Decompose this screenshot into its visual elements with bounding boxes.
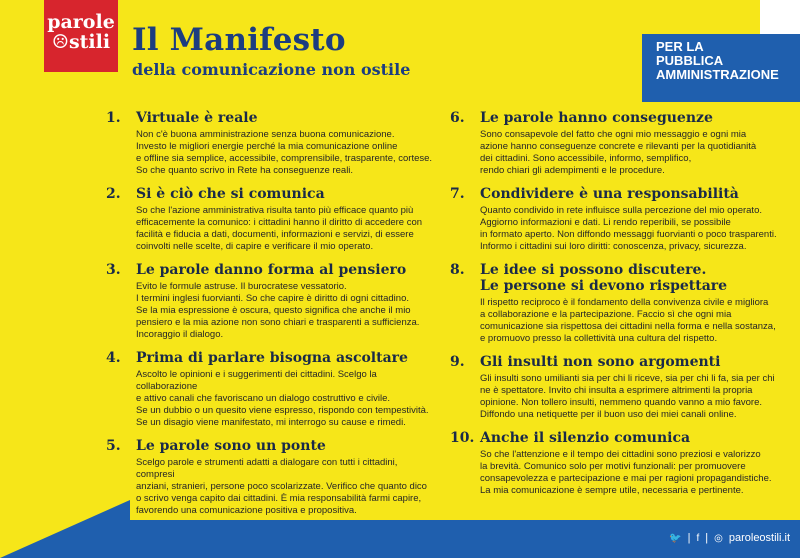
principle-title xyxy=(106,186,436,202)
site-link[interactable]: paroleostili.it xyxy=(728,532,790,544)
principle-title xyxy=(106,350,436,366)
principle-7 xyxy=(450,186,780,253)
principle-number: 9. xyxy=(450,354,465,370)
principle-6 xyxy=(450,110,780,177)
principle-body: Evito le formule astruse. Il burocratese vessatorio. I termini inglesi fuorvianti. So che capire è diritto di ogni cittadino. Se la mia espressione è oscura, questo significa che anche il mio pensiero e la mia azione non sono chiari e trasparenti a sufficienza. Incoraggio il dialogo. xyxy=(136,281,420,340)
principle-title xyxy=(450,262,780,294)
principle-number: 5. xyxy=(106,438,121,454)
principle-number: 2. xyxy=(106,186,121,202)
principle-number: 8. xyxy=(450,262,465,278)
principle-8 xyxy=(450,262,780,345)
principle-1 xyxy=(106,110,436,177)
principle-heading: Le idee si possono discutere. Le persone si devono rispettare xyxy=(480,262,728,294)
page-subtitle: della comunicazione non ostile xyxy=(132,60,411,79)
principles-left-column xyxy=(106,110,436,517)
pa-badge xyxy=(642,34,800,102)
logo-line-2: ☹stili xyxy=(51,31,111,53)
principle-body: Ascolto le opinioni e i suggerimenti dei cittadini. Scelgo la collaborazione e attivo canali che favoriscano un dialogo costruttivo e civile. Se un dubbio o un quesito viene espresso, rispondo con tempestività. Se un disagio viene manifestato, mi interrogo su cause e rimedi. xyxy=(136,369,429,428)
principle-title xyxy=(106,110,436,126)
principle-number: 10. xyxy=(450,430,475,446)
principle-body: Scelgo parole e strumenti adatti a dialogare con tutti i cittadini, compresi anziani, stranieri, persone poco scolarizzate. Verifico che quanto dico o scrivo venga capito dai cittadini. È mia responsabilità farmi capire, favorendo una comunicazione positiva e propositiva. xyxy=(136,457,427,516)
principle-9 xyxy=(450,354,780,421)
principle-heading: Le parole hanno conseguenze xyxy=(480,110,713,126)
footer-bar xyxy=(130,520,800,558)
principle-2 xyxy=(106,186,436,253)
footer-triangle xyxy=(0,500,130,558)
principle-body: Non c'è buona amministrazione senza buona comunicazione. Investo le migliori energie perché la mia comunicazione online e offline sia semplice, accessibile, comprensibile, trasparente, cortese. So che quanto scrivo in Rete ha conseguenze reali. xyxy=(136,129,433,176)
principle-4 xyxy=(106,350,436,429)
principle-body: Gli insulti sono umilianti sia per chi li riceve, sia per chi li fa, sia per chi ne è spettatore. Invito chi insulta a esprimere altrimenti la propria opinione. Non tollero insulti, nemmeno quando vanno a mio favore. Diffondo una netiquette per il buon uso dei miei canali online. xyxy=(480,373,775,420)
principle-body: So che l'attenzione e il tempo dei cittadini sono preziosi e valorizzo la brevità. Comunico solo per motivi funzionali: per promuovere consapevolezza e partecipazione e mai per ragioni propagandistiche. La mia comunicazione è sempre utile, necessaria e pertinente. xyxy=(480,449,772,496)
principle-heading: Le parole danno forma al pensiero xyxy=(136,262,407,278)
principle-number: 1. xyxy=(106,110,121,126)
principle-heading: Si è ciò che si comunica xyxy=(136,186,325,202)
principle-number: 7. xyxy=(450,186,465,202)
pa-badge-line-3: AMMINISTRAZIONE xyxy=(656,67,779,82)
corner-white xyxy=(760,0,800,34)
principles-right-column xyxy=(450,110,780,497)
principle-heading: Condividere è una responsabilità xyxy=(480,186,739,202)
principle-title xyxy=(106,438,436,454)
social-links xyxy=(669,532,790,544)
principle-5 xyxy=(106,438,436,517)
principle-title xyxy=(106,262,436,278)
principle-body: Quanto condivido in rete influisce sulla percezione del mio operato. Aggiorno informazioni e dati. Li rendo reperibili, se possibile in formato aperto. Non diffondo messaggi fuorvianti o poco trasparenti. Informo i cittadini sui loro diritti: conoscenza, privacy, sicurezza. xyxy=(480,205,777,252)
principle-heading: Anche il silenzio comunica xyxy=(480,430,691,446)
principle-heading: Prima di parlare bisogna ascoltare xyxy=(136,350,408,366)
principle-3 xyxy=(106,262,436,341)
principle-body: Il rispetto reciproco è il fondamento della convivenza civile e migliora a collaborazione e la partecipazione. Faccio sì che ogni mia comunicazione sia rispettosa dei cittadini nella forma e nella sostanza, e promuovo presso la collettività una cultura del rispetto. xyxy=(480,297,776,344)
facebook-icon[interactable]: f xyxy=(696,532,700,544)
separator: | xyxy=(705,532,709,544)
page-title: Il Manifesto xyxy=(132,22,346,58)
principle-body: Sono consapevole del fatto che ogni mio messaggio e ogni mia azione hanno conseguenze concrete e rilevanti per la quotidianità dei cittadini. Sono accessibile, informo, semplifico, rendo chiari gli adempimenti e le procedure. xyxy=(480,129,757,176)
principle-heading: Gli insulti non sono argomenti xyxy=(480,354,721,370)
principle-body: So che l'azione amministrativa risulta tanto più efficace quanto più efficacemente la comunico: i cittadini hanno il diritto di accedere con facilità e fiducia a dati, documenti, informazioni e servizi, di essere coinvolti nelle scelte, di capire e verificare il mio operato. xyxy=(136,205,423,252)
principle-number: 6. xyxy=(450,110,465,126)
principle-heading: Virtuale è reale xyxy=(136,110,258,126)
principle-heading: Le parole sono un ponte xyxy=(136,438,326,454)
principle-title xyxy=(450,186,780,202)
principle-title xyxy=(450,110,780,126)
principle-number: 3. xyxy=(106,262,121,278)
separator: | xyxy=(687,532,691,544)
principle-number: 4. xyxy=(106,350,121,366)
principle-title xyxy=(450,354,780,370)
pa-badge-line-1: PER LA xyxy=(656,39,704,54)
instagram-icon[interactable]: ◎ xyxy=(714,532,723,544)
parole-ostili-logo xyxy=(44,0,118,72)
pa-badge-line-2: PUBBLICA xyxy=(656,53,724,68)
principle-title xyxy=(450,430,780,446)
logo-line-1: parole xyxy=(47,11,115,33)
principle-10 xyxy=(450,430,780,497)
twitter-icon[interactable]: 🐦 xyxy=(669,532,682,544)
